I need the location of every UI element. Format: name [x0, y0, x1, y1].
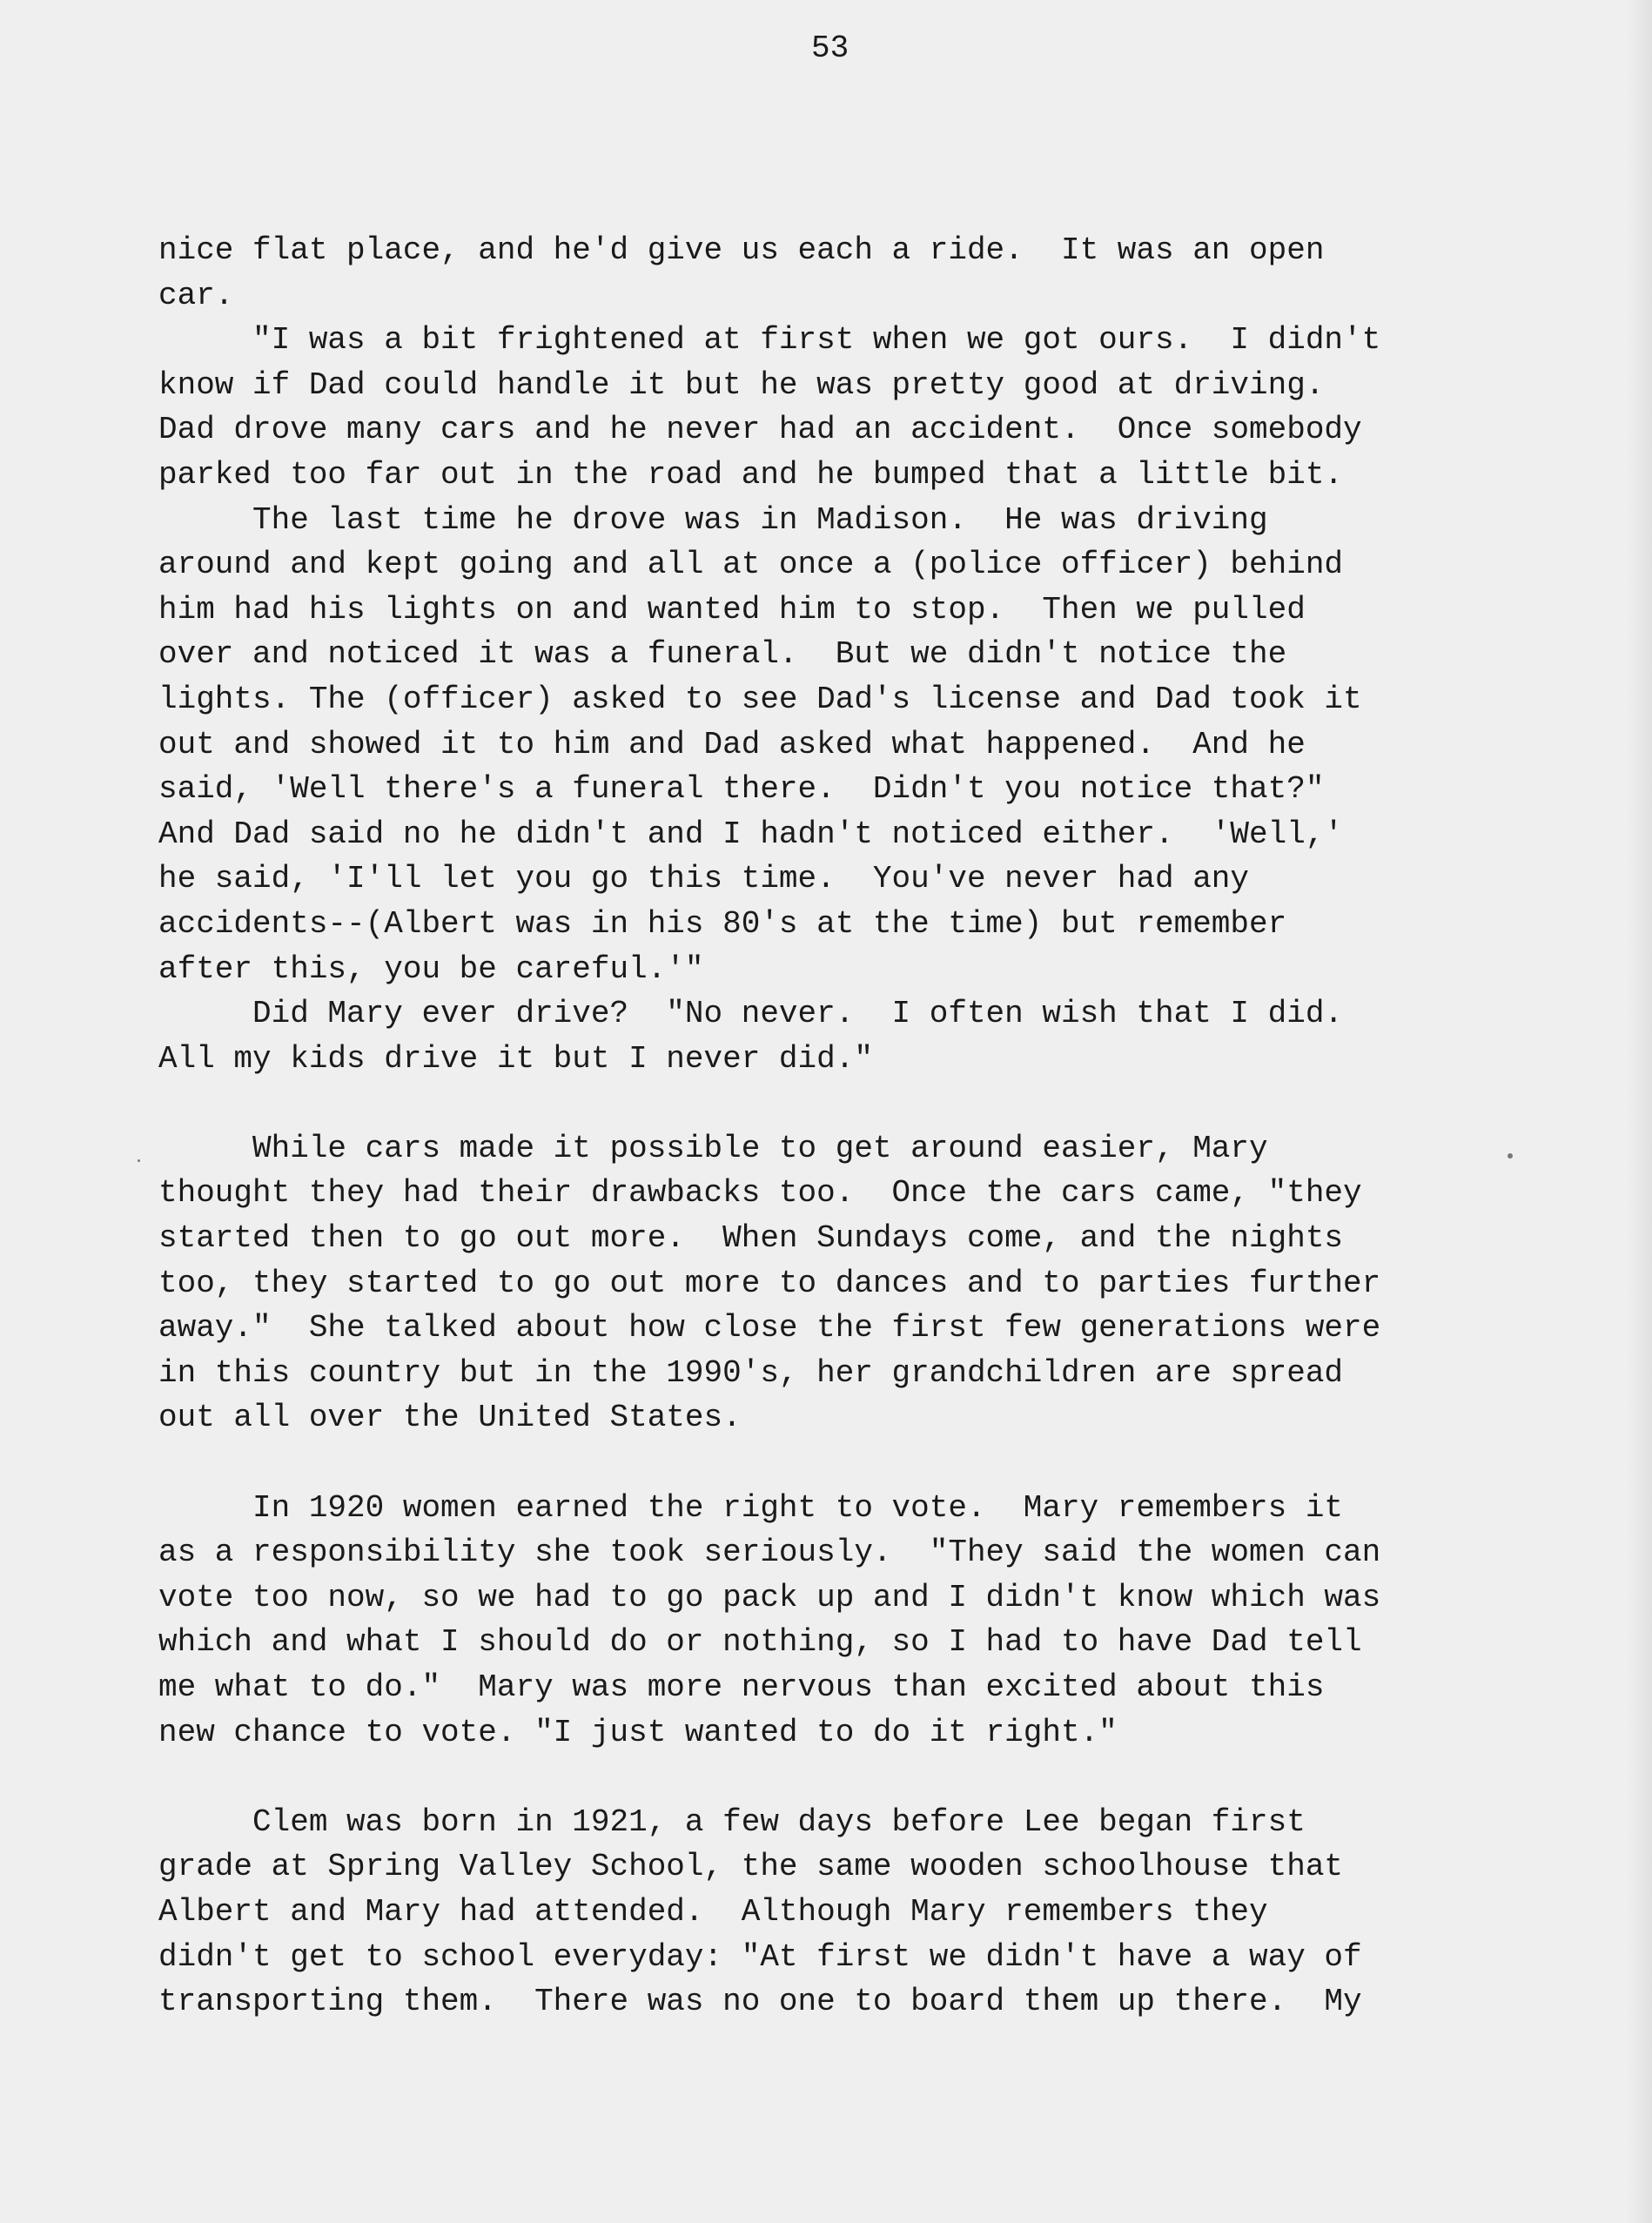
scan-speck	[138, 1159, 140, 1162]
scan-speck	[1508, 1153, 1513, 1159]
text-line: over and noticed it was a funeral. But we didn't notice the	[158, 636, 1287, 673]
page-number: 53	[811, 30, 850, 66]
text-line: me what to do." Mary was more nervous than excited about this	[158, 1669, 1325, 1705]
text-line: which and what I should do or nothing, so I had to have Dad tell	[158, 1624, 1362, 1661]
text-line: know if Dad could handle it but he was pretty good at driving.	[158, 366, 1325, 403]
text-line: after this, you be careful.'"	[158, 950, 704, 987]
text-line: started then to go out more. When Sundays come, and the nights	[158, 1220, 1344, 1257]
text-line: Dad drove many cars and he never had an accident. Once somebody	[158, 412, 1362, 448]
text-line: accidents--(Albert was in his 80's at the time) but remember	[158, 905, 1287, 942]
text-line: too, they started to go out more to dances and to parties further	[158, 1265, 1381, 1301]
text-line: And Dad said no he didn't and I hadn't noticed either. 'Well,'	[158, 816, 1344, 852]
text-line: grade at Spring Valley School, the same wooden schoolhouse that	[158, 1849, 1344, 1885]
text-line: around and kept going and all at once a (police officer) behind	[158, 547, 1344, 583]
text-line: him had his lights on and wanted him to stop. Then we pulled	[158, 591, 1306, 628]
text-line: Albert and Mary had attended. Although Mary remembers they	[158, 1893, 1268, 1930]
text-line: nice flat place, and he'd give us each a ride. It was an open	[158, 232, 1325, 268]
text-line: parked too far out in the road and he bumped that a little bit.	[158, 456, 1344, 493]
text-line: didn't get to school everyday: "At first we didn't have a way of	[158, 1938, 1362, 1975]
text-line: as a responsibility she took seriously. "They said the women can	[158, 1535, 1381, 1571]
text-line: in this country but in the 1990's, her grandchildren are spread	[158, 1354, 1344, 1391]
paragraph-gap	[158, 1081, 1551, 1126]
text-line: he said, 'I'll let you go this time. You've never had any	[158, 861, 1250, 897]
text-line: car.	[158, 277, 234, 313]
text-line: Clem was born in 1921, a few days before Lee began first	[158, 1803, 1306, 1840]
text-line: thought they had their drawbacks too. Once the cars came, "they	[158, 1175, 1362, 1212]
text-line: vote too now, so we had to go pack up and I didn't know which was	[158, 1579, 1381, 1615]
text-line: said, 'Well there's a funeral there. Didn't you notice that?"	[158, 771, 1325, 808]
text-line: out all over the United States.	[158, 1400, 742, 1436]
text-line: "I was a bit frightened at first when we got ours. I didn't	[158, 322, 1381, 359]
text-line: transporting them. There was no one to board them up there. My	[158, 1984, 1362, 2020]
text-line: new chance to vote. "I just wanted to do it right."	[158, 1714, 1118, 1750]
paragraph-gap	[158, 1441, 1551, 1486]
text-line: lights. The (officer) asked to see Dad's license and Dad took it	[158, 681, 1362, 717]
text-line: away." She talked about how close the first few generations were	[158, 1310, 1381, 1347]
paragraph-gap	[158, 1755, 1551, 1800]
text-line: All my kids drive it but I never did."	[158, 1040, 873, 1077]
text-line: out and showed it to him and Dad asked what happened. And he	[158, 726, 1306, 762]
page-edge-shadow	[1626, 0, 1652, 2223]
text-line: While cars made it possible to get around easier, Mary	[158, 1130, 1268, 1166]
text-line: Did Mary ever drive? "No never. I often wish that I did.	[158, 996, 1344, 1032]
body-text	[158, 228, 1551, 2025]
text-line: The last time he drove was in Madison. He was driving	[158, 501, 1268, 538]
text-line: In 1920 women earned the right to vote. Mary remembers it	[158, 1489, 1344, 1526]
